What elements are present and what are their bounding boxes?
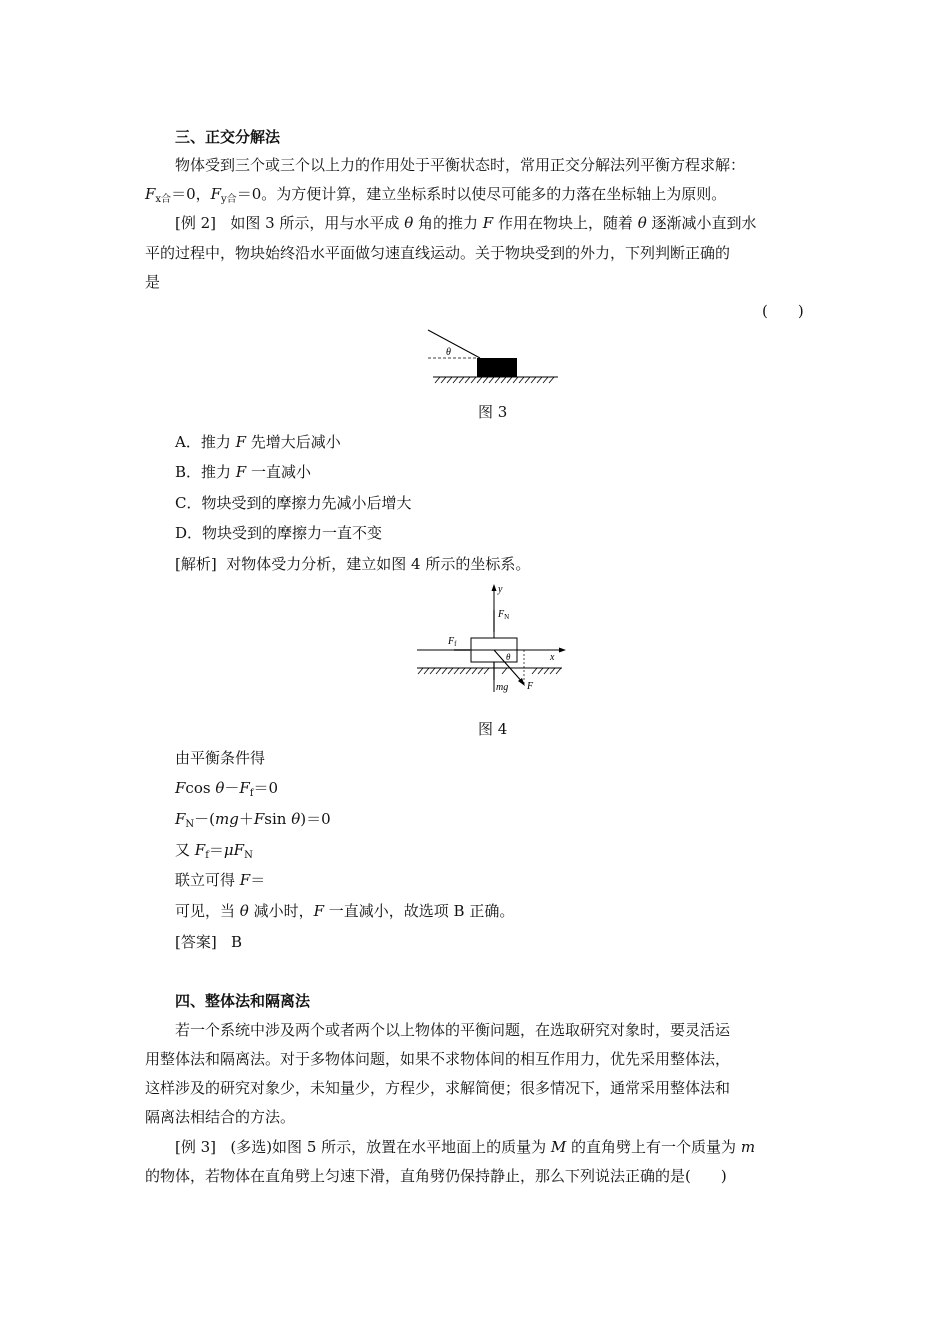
text: ＝0 [253,779,279,797]
ground-hatching [418,668,561,674]
paragraph-line: 隔离法相结合的方法。 [145,1108,296,1126]
example-line: 平的过程中，物块始终沿水平面做匀速直线运动。关于物块受到的外力，下列判断正确的 [145,244,731,262]
y-axis-label: y [498,584,503,595]
ground-hatching [435,377,554,383]
variable-F: F [482,214,494,232]
paragraph-line: 物体受到三个或三个以上力的作用处于平衡状态时，常用正交分解法列平衡方程求解： [175,156,746,174]
answer-line [175,932,242,952]
figure-3-diagram [420,325,565,390]
example-line: 是 [145,273,161,291]
text: 作用在物块上，随着 [493,214,638,232]
text: 先增大后减小 [246,433,341,451]
text: 一直减小 [246,463,311,481]
variable-theta: θ [637,214,647,232]
paragraph-line: 这样涉及的研究对象少，未知量少，方程少，求解简便；很多情况下，通常采用整体法和 [145,1079,731,1097]
text: F [239,779,250,797]
section-heading-3: 三、正交分解法 [175,128,281,146]
block [477,358,517,377]
paragraph-line [145,184,726,210]
example-line [175,1137,755,1157]
subscript: f [205,850,209,861]
subscript: f [249,788,254,799]
text: mg [215,810,239,828]
text: ＝0。为方便计算，建立坐标系时以使尽可能多的力落在坐标轴上为原则。 [236,185,727,203]
figure-3-caption: 图 3 [478,403,508,421]
subscript: x合 [155,194,172,205]
text: F [175,779,186,797]
equation-3 [175,840,253,866]
text: ＋ [238,810,254,828]
example-tag: [例 3] [175,1138,217,1156]
option-C: C．物块受到的摩擦力先减小后增大 [175,494,412,512]
text: 角的推力 [413,214,483,232]
text: θ [215,779,225,797]
text: ＝ [250,871,266,889]
text: － [224,779,240,797]
text: 又 [175,841,195,859]
text: (多选)如图 5 所示，放置在水平地面上的质量为 [230,1138,551,1156]
answer-tag: [答案] [175,933,217,951]
variable-theta: θ [404,214,414,232]
text: 逐渐减小直到水 [646,214,757,232]
equation-1 [175,778,278,804]
text: ＝ [208,841,224,859]
x-axis-label: x [550,652,555,663]
equation-2 [175,809,331,835]
text: ＝0， [171,185,211,203]
x-axis-arrow [559,648,566,653]
option-A [175,432,341,452]
Ff-label: $F_f$ [448,636,457,648]
variable-F: F [235,433,247,451]
text: 如图 3 所示，用与水平成 [230,214,405,232]
conclusion [175,901,514,921]
section-heading-4: 四、整体法和隔离法 [175,992,311,1010]
variable-M: M [550,1138,567,1156]
example-tag: [例 2] [175,214,217,232]
text: F [253,810,265,828]
text: 联立可得 [175,871,240,889]
text: )＝0 [300,810,331,828]
equation-intro: 由平衡条件得 [175,749,266,767]
subscript: N [244,850,253,861]
text: 的直角劈上有一个质量为 [566,1138,741,1156]
text: 一直减小，故选项 B 正确。 [324,902,515,920]
text: 可见，当 [175,902,240,920]
theta-label: θ [506,652,511,662]
answer-blank: ( ) [762,302,804,320]
paragraph-line: 若一个系统中涉及两个或者两个以上物体的平衡问题，在选取研究对象时，要灵活运 [175,1021,731,1039]
text: 减小时， [248,902,314,920]
theta-label: θ [446,347,451,358]
text: μF [223,841,245,859]
text: B．推力 [175,463,236,481]
analysis-line [175,554,530,574]
text: F [194,841,206,859]
figure-4-diagram [412,580,572,705]
text: －( [194,810,216,828]
figure-4-caption: 图 4 [478,720,508,738]
y-axis-arrow [492,584,497,591]
variable-m: m [740,1138,756,1156]
text: sin [264,810,292,828]
variable-F: F [145,185,156,203]
text: θ [239,902,249,920]
force-line [428,330,480,358]
equation-4 [175,870,265,890]
mg-label: mg [496,682,509,693]
text: 对物体受力分析，建立如图 4 所示的坐标系。 [226,555,531,573]
variable-F: F [210,185,222,203]
example-line: 的物体，若物体在直角劈上匀速下滑，直角劈仍保持静止，那么下列说法正确的是( ) [145,1167,727,1185]
analysis-tag: [解析] [175,555,217,573]
variable-F: F [235,463,247,481]
text: F [175,810,186,828]
example-line [175,213,757,233]
subscript: y合 [221,194,237,205]
text: F [239,871,251,889]
option-D: D．物块受到的摩擦力一直不变 [175,524,383,542]
text: A．推力 [175,433,236,451]
text: F [313,902,325,920]
F-label: F [527,681,534,692]
text: cos [185,779,216,797]
text: θ [291,810,301,828]
subscript: N [185,819,195,830]
option-B [175,462,311,482]
answer-value: B [231,933,243,951]
FN-label: $F_N$ [498,609,510,621]
paragraph-line: 用整体法和隔离法。对于多物体问题，如果不求物体间的相互作用力，优先采用整体法， [145,1050,731,1068]
